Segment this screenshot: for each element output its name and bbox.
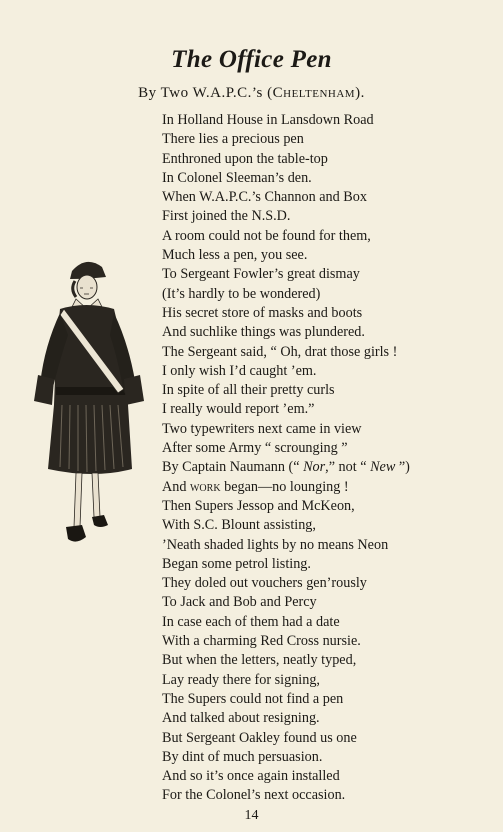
poem-line: In spite of all their pretty curls <box>162 382 335 399</box>
poem-line: There lies a precious pen <box>162 131 304 148</box>
poem-line: Enthroned upon the table-top <box>162 150 328 167</box>
poem-line: Began some petrol listing. <box>162 555 311 572</box>
poem-line: (It’s hardly to be wondered) <box>162 285 321 302</box>
poem-line: When W.A.P.C.’s Channon and Box <box>162 189 367 206</box>
poem-line: I only wish I’d caught ’em. <box>162 362 317 379</box>
poem-line: His secret store of masks and boots <box>162 304 363 321</box>
poem-line: To Jack and Bob and Percy <box>162 594 317 611</box>
poem-line: ’Neath shaded lights by no means Neon <box>162 536 389 553</box>
poem-line: To Sergeant Fowler’s great dismay <box>162 266 360 283</box>
poem-line: They doled out vouchers gen’rously <box>162 575 367 592</box>
poem-body <box>162 111 502 806</box>
byline-place: Cheltenham <box>272 85 356 101</box>
woman-in-uniform-illustration <box>20 255 150 555</box>
poem-line: But when the letters, neatly typed, <box>162 652 357 669</box>
byline <box>0 85 503 102</box>
poem-line: And suchlike things was plundered. <box>162 324 365 341</box>
poem-line: Then Supers Jessop and McKeon, <box>162 497 355 514</box>
poem-line: With S.C. Blount assisting, <box>162 517 316 534</box>
page-number: 14 <box>244 808 259 823</box>
poem-line: But Sergeant Oakley found us one <box>162 729 357 746</box>
byline-prefix: By Two W.A.P.C.’s ( <box>138 85 273 101</box>
poem-line: With a charming Red Cross nursie. <box>162 633 361 650</box>
poem-line: I really would report ’em.” <box>162 401 315 418</box>
poem-line: After some Army “ scrounging ” <box>162 440 348 457</box>
poem-line: First joined the N.S.D. <box>162 208 291 225</box>
poem-line: And talked about resigning. <box>162 710 320 727</box>
poem-line: And so it’s once again installed <box>162 768 340 785</box>
poem-line: For the Colonel’s next occasion. <box>162 787 346 804</box>
poem-line: The Supers could not find a pen <box>162 690 344 707</box>
poem-line: In Colonel Sleeman’s den. <box>162 169 312 186</box>
poem-title: The Office Pen <box>171 46 332 73</box>
poem-line: Two typewriters next came in view <box>162 420 362 437</box>
poem-line: In Holland House in Lansdown Road <box>162 112 374 128</box>
poem-line: Lay ready there for signing, <box>162 671 320 688</box>
poem-line: In case each of them had a date <box>162 613 340 630</box>
poem-line: By dint of much persuasion. <box>162 748 323 765</box>
poem-line: A room could not be found for them, <box>162 227 371 244</box>
poem-line: Much less a pen, you see. <box>162 247 308 264</box>
byline-suffix: ). <box>355 85 365 101</box>
poem-line: And work began—no lounging ! <box>162 478 349 495</box>
poem-line: By Captain Naumann (“ Nor,” not “ New ”) <box>162 459 410 476</box>
poem-line: The Sergeant said, “ Oh, drat those girls ! <box>162 343 398 360</box>
